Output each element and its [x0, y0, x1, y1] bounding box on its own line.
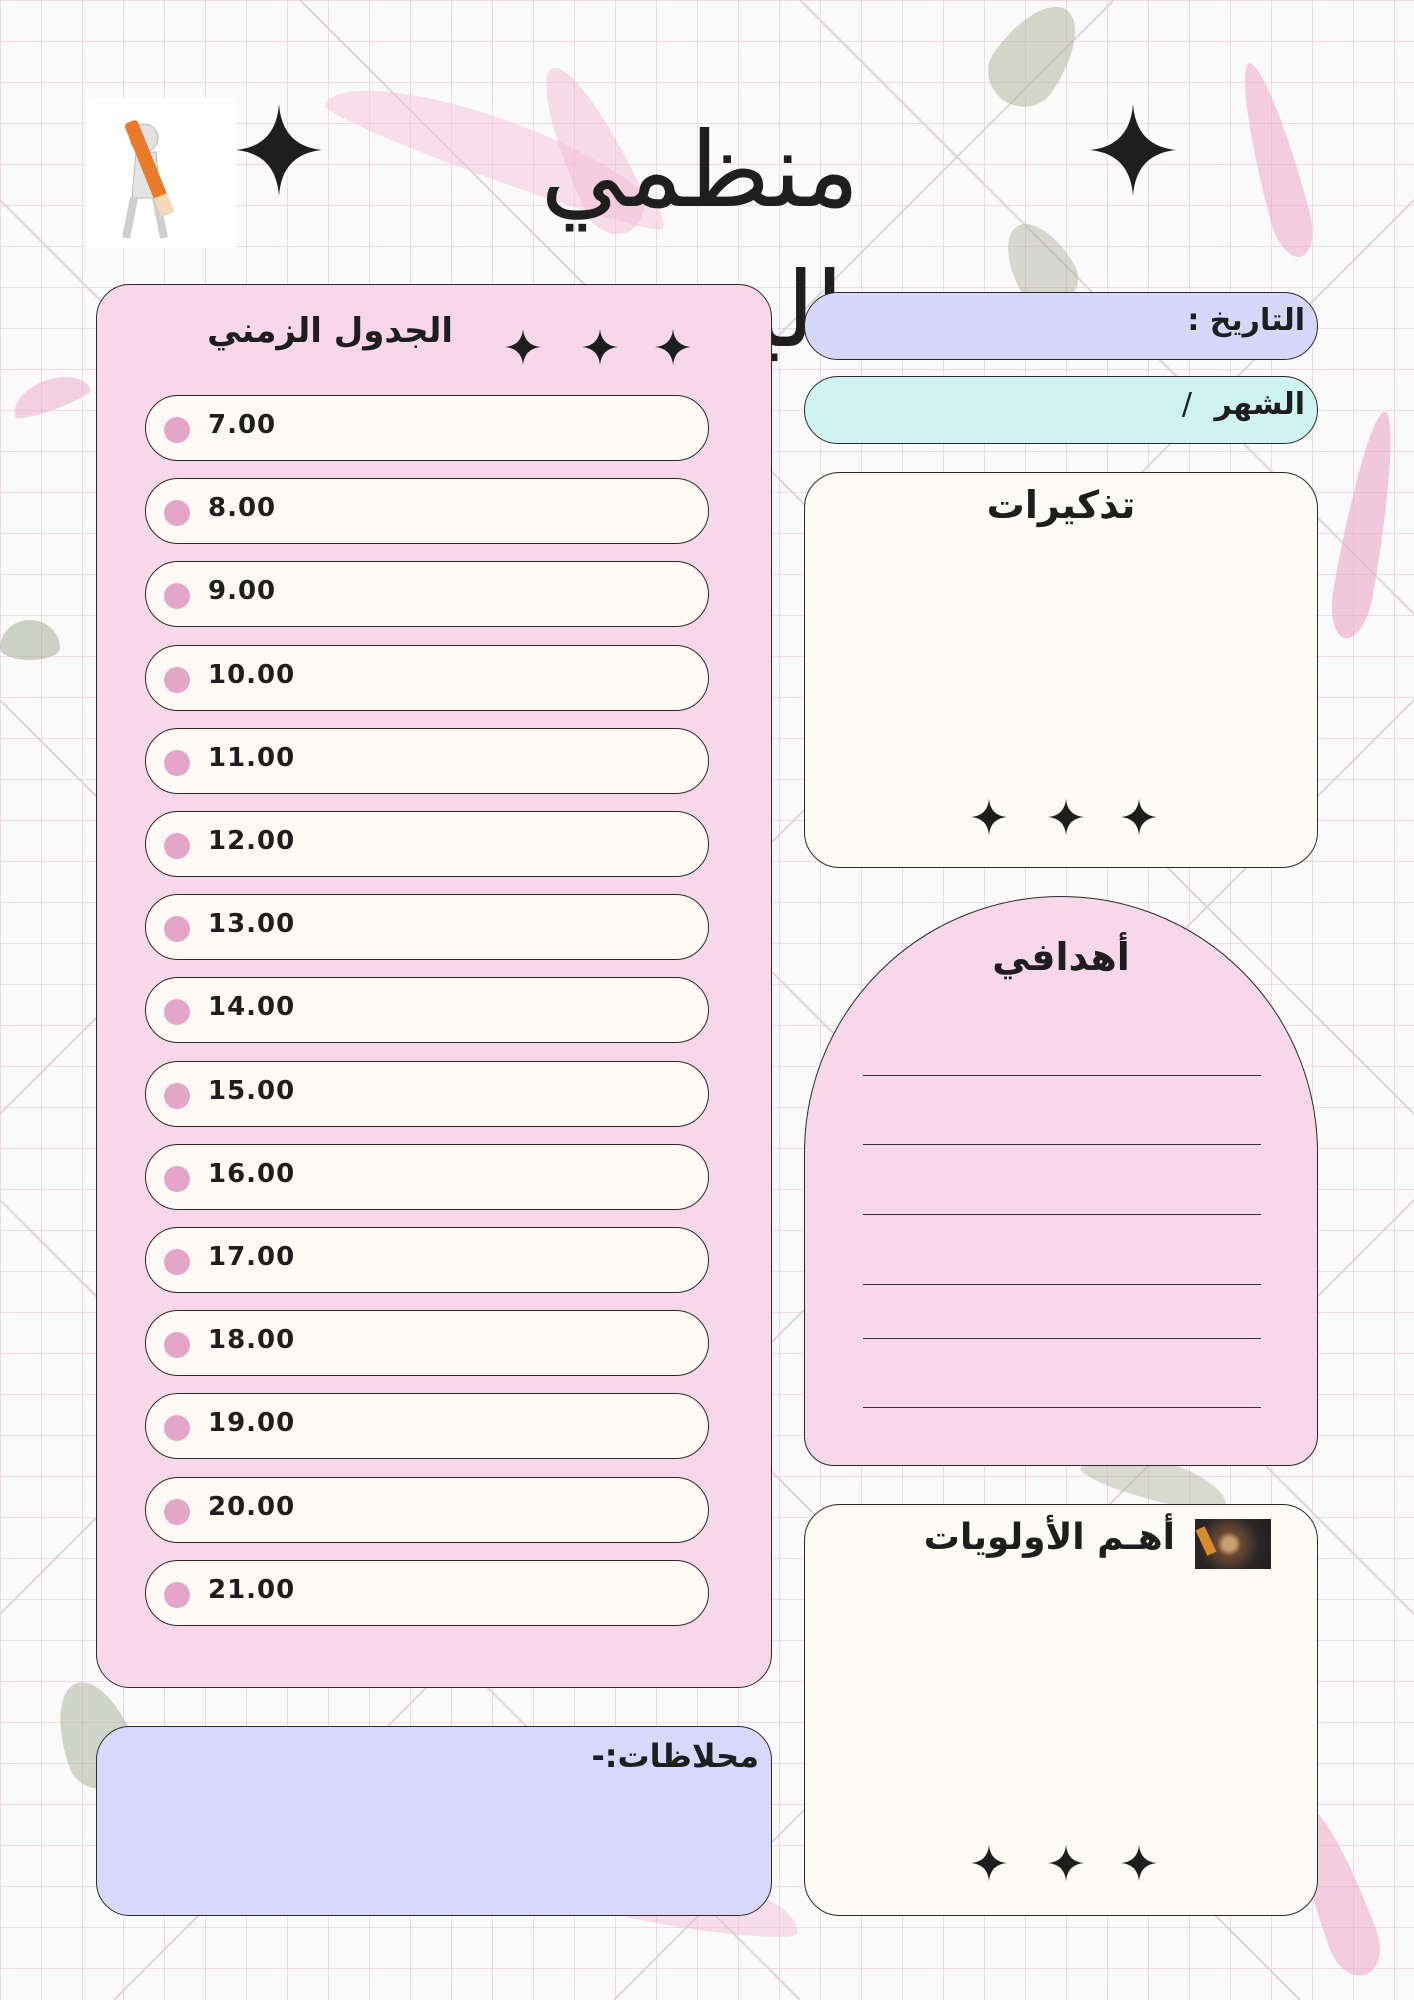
slot-dot-icon	[164, 1083, 190, 1109]
reminders-title: تذكيرات	[986, 483, 1136, 527]
slot-dot-icon	[164, 1415, 190, 1441]
sparkle-row-icon	[971, 1845, 1157, 1881]
slot-time: 8.00	[208, 493, 277, 524]
month-label-text: الشهر	[1214, 387, 1305, 422]
priorities-title: أهـم الأولويات	[923, 1517, 1175, 1558]
schedule-slot[interactable]	[145, 1061, 709, 1127]
background-petal	[1230, 58, 1320, 262]
sparkle-row-icon	[971, 799, 1157, 835]
month-label	[1182, 387, 1305, 422]
figure-with-pencil-icon	[86, 98, 236, 248]
goal-line[interactable]	[863, 1214, 1261, 1215]
slot-dot-icon	[164, 1249, 190, 1275]
four-point-sparkle-icon	[236, 104, 322, 196]
slot-time: 18.00	[208, 1325, 296, 1356]
date-label: التاريخ :	[1187, 303, 1305, 338]
goals-panel[interactable]	[804, 896, 1318, 1466]
slot-time: 10.00	[208, 659, 296, 690]
page-title: منظمي	[540, 109, 860, 231]
slot-time: 19.00	[208, 1408, 296, 1439]
goal-line[interactable]	[863, 1075, 1261, 1076]
month-field[interactable]	[804, 376, 1318, 444]
slot-time: 11.00	[208, 742, 296, 773]
schedule-slot[interactable]	[145, 395, 709, 461]
slot-time: 13.00	[208, 909, 296, 940]
schedule-slot[interactable]	[145, 1477, 709, 1543]
slot-time: 20.00	[208, 1491, 296, 1522]
schedule-slot[interactable]	[145, 478, 709, 544]
date-field[interactable]	[804, 292, 1318, 360]
notes-title: محلاظات:-	[591, 1737, 759, 1775]
background-petal	[1325, 408, 1404, 641]
schedule-slot[interactable]	[145, 645, 709, 711]
slot-dot-icon	[164, 1166, 190, 1192]
slot-dot-icon	[164, 1582, 190, 1608]
schedule-slot[interactable]	[145, 1310, 709, 1376]
schedule-slot[interactable]	[145, 561, 709, 627]
slot-dot-icon	[164, 750, 190, 776]
slot-time: 7.00	[208, 410, 277, 440]
schedule-slot[interactable]	[145, 728, 709, 794]
slot-time: 12.00	[208, 826, 296, 856]
schedule-slot[interactable]	[145, 1227, 709, 1293]
schedule-slot[interactable]	[145, 1393, 709, 1459]
background-leaf	[0, 620, 60, 660]
four-point-sparkle-icon	[1090, 104, 1176, 196]
schedule-title: الجدول الزمني	[207, 311, 453, 351]
schedule-slot[interactable]	[145, 811, 709, 877]
slot-dot-icon	[164, 833, 190, 859]
goal-line[interactable]	[863, 1284, 1261, 1285]
slot-time: 15.00	[208, 1075, 296, 1106]
schedule-panel	[96, 284, 772, 1688]
slot-time: 9.00	[208, 576, 277, 607]
slot-time: 16.00	[208, 1158, 296, 1189]
reminders-panel[interactable]	[804, 472, 1318, 868]
goal-line[interactable]	[863, 1407, 1261, 1408]
month-separator: /	[1181, 387, 1192, 422]
goal-line[interactable]	[863, 1144, 1261, 1145]
goal-line[interactable]	[863, 1338, 1261, 1339]
priorities-panel[interactable]	[804, 1504, 1318, 1916]
slot-time: 14.00	[208, 992, 296, 1023]
notes-panel[interactable]	[96, 1726, 772, 1916]
sparkle-row-icon	[505, 329, 691, 365]
slot-dot-icon	[164, 500, 190, 526]
background-petal	[7, 367, 92, 423]
slot-dot-icon	[164, 583, 190, 609]
schedule-slot[interactable]	[145, 894, 709, 960]
photo-thumbnail-icon	[1195, 1519, 1271, 1569]
slot-time: 21.00	[208, 1574, 296, 1605]
slot-dot-icon	[164, 1332, 190, 1358]
goals-title: أهدافي	[992, 935, 1130, 979]
schedule-slot[interactable]	[145, 1144, 709, 1210]
slot-dot-icon	[164, 1499, 190, 1525]
schedule-slot[interactable]	[145, 977, 709, 1043]
slot-dot-icon	[164, 417, 190, 443]
schedule-slot[interactable]	[145, 1560, 709, 1626]
slot-dot-icon	[164, 916, 190, 942]
slot-dot-icon	[164, 667, 190, 693]
slot-dot-icon	[164, 999, 190, 1025]
slot-time: 17.00	[208, 1242, 296, 1272]
